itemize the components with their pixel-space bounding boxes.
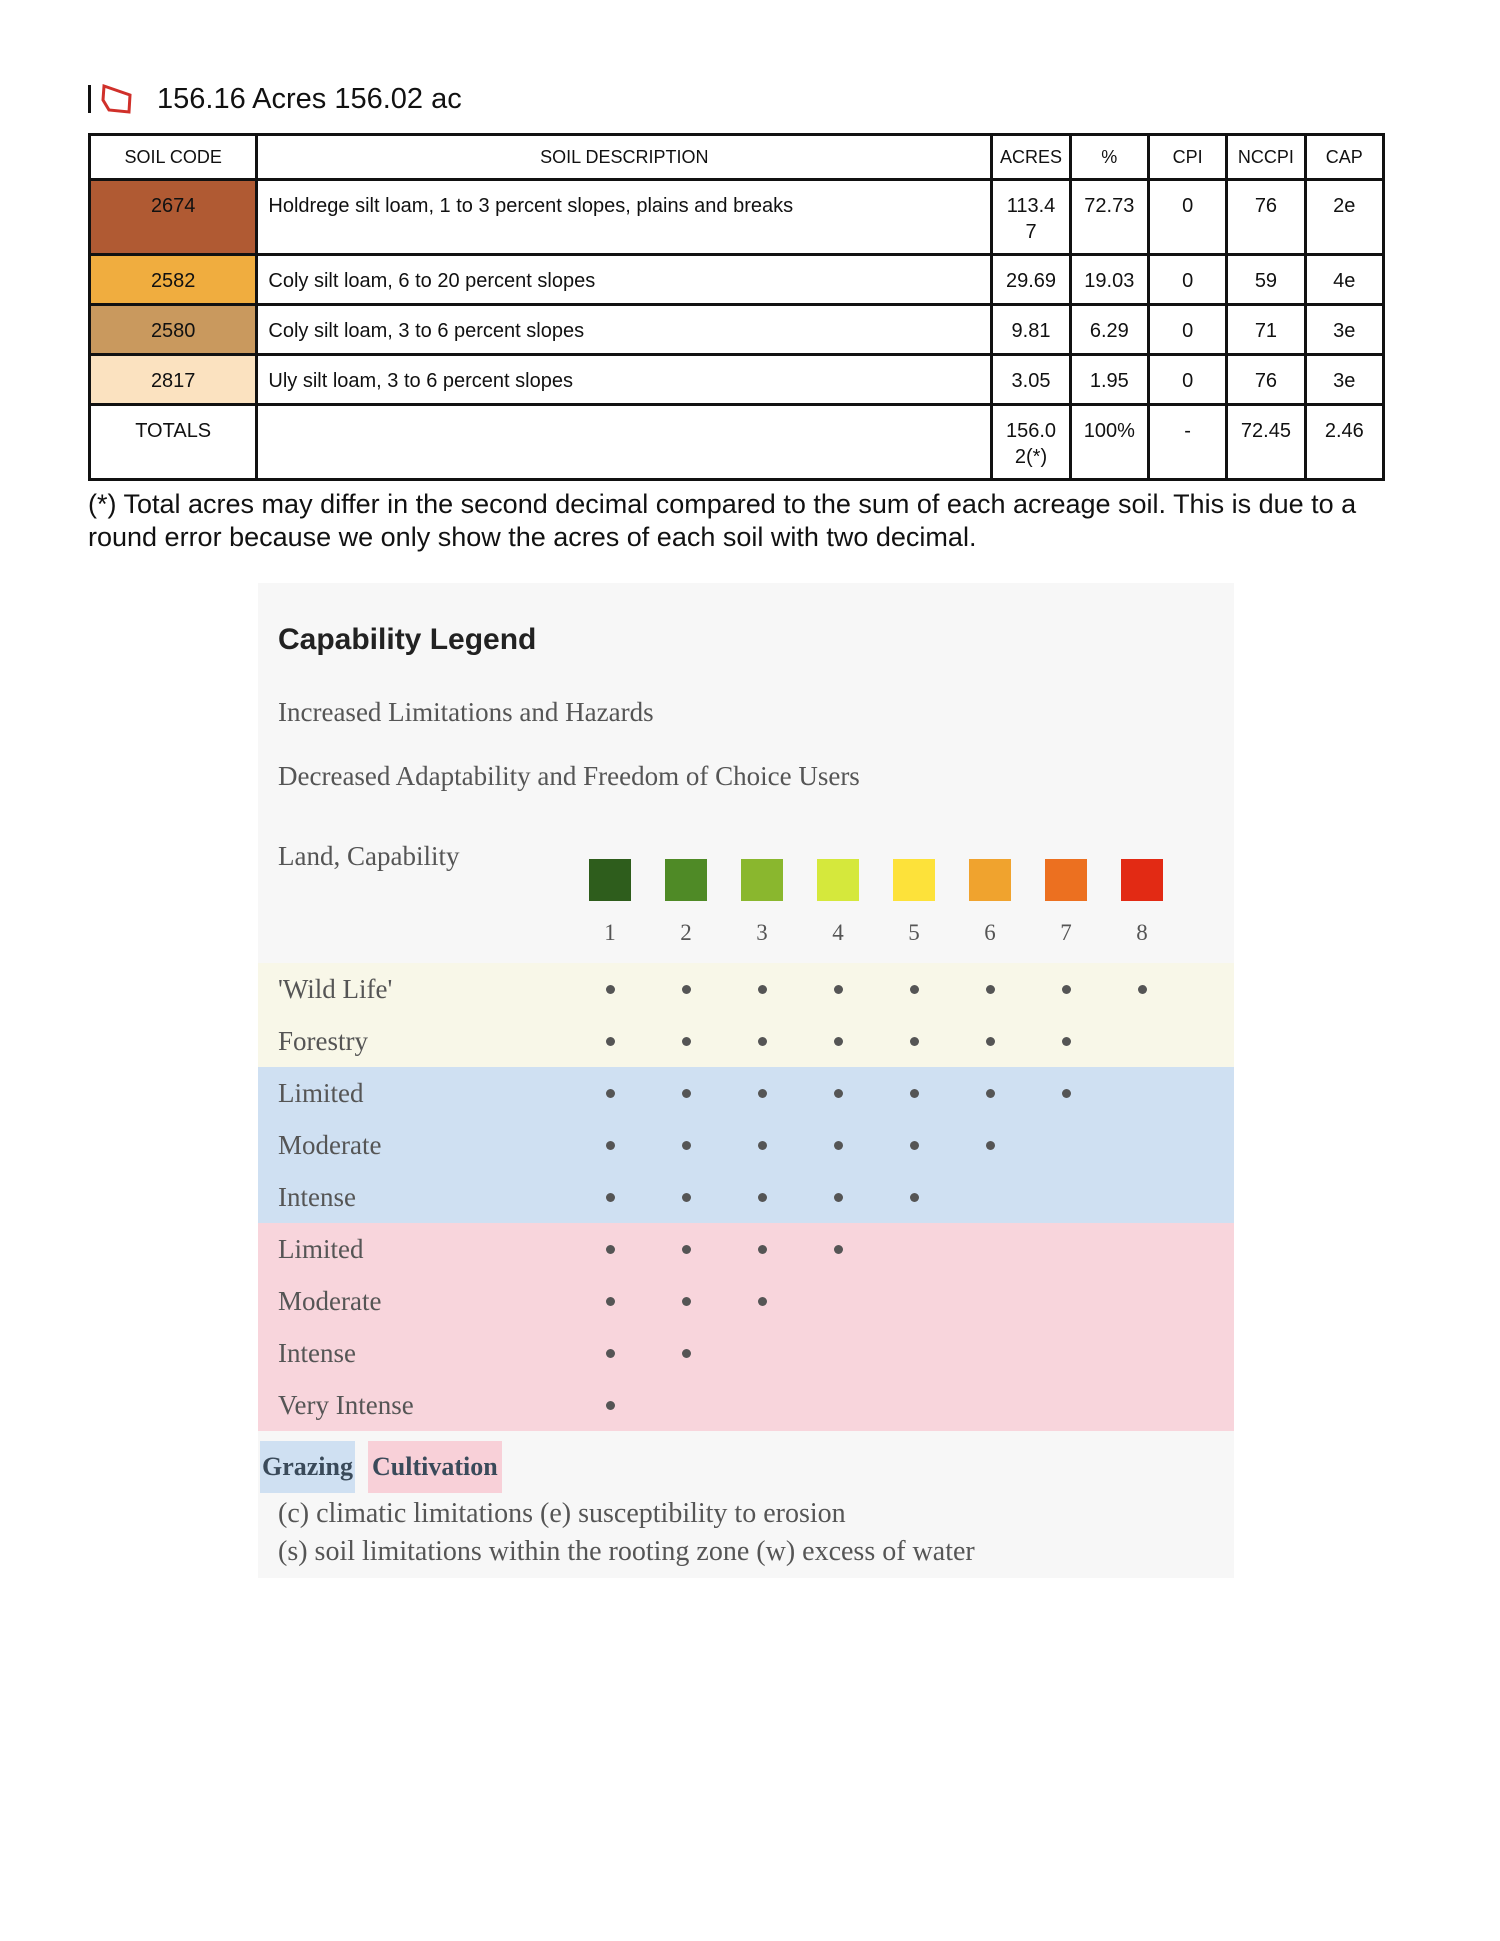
cpi-cell: -	[1148, 405, 1226, 480]
capability-dot	[682, 1297, 691, 1306]
cap-cell: 3e	[1305, 355, 1383, 405]
capability-dot	[758, 1297, 767, 1306]
table-row	[90, 180, 1384, 255]
cultivation-band	[258, 1223, 1234, 1275]
nccpi-cell: 76	[1227, 355, 1305, 405]
acres-cell: 29.69	[992, 255, 1070, 305]
col-header-acres: ACRES	[992, 135, 1070, 180]
percent-cell: 1.95	[1070, 355, 1148, 405]
capability-dot	[758, 1245, 767, 1254]
capability-dot	[1138, 985, 1147, 994]
soil-description-cell	[257, 405, 992, 480]
capability-dot	[986, 985, 995, 994]
capability-dot	[910, 985, 919, 994]
capability-dot	[606, 985, 615, 994]
capability-dot	[758, 1089, 767, 1098]
capability-dot	[606, 1401, 615, 1410]
acres-cell: 3.05	[992, 355, 1070, 405]
soil-description-cell: Holdrege silt loam, 1 to 3 percent slopes, plains and breaks	[257, 180, 992, 255]
capability-dot	[758, 1193, 767, 1202]
capability-dot	[606, 1245, 615, 1254]
soil-description-cell: Uly silt loam, 3 to 6 percent slopes	[257, 355, 992, 405]
capability-dot	[834, 1089, 843, 1098]
cap-cell: 3e	[1305, 305, 1383, 355]
table-row	[90, 305, 1384, 355]
wild-band	[258, 963, 1234, 1015]
acres-cell: 113.4 7	[992, 180, 1070, 255]
capability-dot	[834, 985, 843, 994]
table-row	[90, 255, 1384, 305]
capability-dot	[910, 1193, 919, 1202]
capability-dot	[1062, 1037, 1071, 1046]
class-6-swatch	[969, 859, 1011, 901]
acres-cell: 156.0 2(*)	[992, 405, 1070, 480]
class-3-number: 3	[756, 920, 768, 945]
legend-row-label: Intense	[278, 1338, 356, 1368]
cap-cell: 2e	[1305, 180, 1383, 255]
capability-dot	[1062, 985, 1071, 994]
capability-dot	[834, 1141, 843, 1150]
cpi-cell: 0	[1148, 255, 1226, 305]
soil-code-cell: 2674	[90, 180, 257, 255]
capability-dot	[682, 1141, 691, 1150]
capability-dot	[682, 1349, 691, 1358]
capability-dot	[1062, 1089, 1071, 1098]
col-header-soil-code: SOIL CODE	[90, 135, 257, 180]
class-4-number: 4	[832, 920, 844, 945]
col-header-percent: %	[1070, 135, 1148, 180]
legend-capability-label: Land, Capability	[278, 841, 460, 871]
legend-row-label: Limited	[278, 1078, 364, 1108]
col-header-nccpi: NCCPI	[1227, 135, 1305, 180]
cpi-cell: 0	[1148, 355, 1226, 405]
cap-cell: 2.46	[1305, 405, 1383, 480]
capability-dot	[910, 1141, 919, 1150]
totals-row	[90, 405, 1384, 480]
capability-dot	[986, 1037, 995, 1046]
cap-cell: 4e	[1305, 255, 1383, 305]
class-7-swatch	[1045, 859, 1087, 901]
grazing-key: Grazing	[260, 1441, 355, 1493]
table-header-row	[90, 135, 1384, 180]
capability-dot	[910, 1037, 919, 1046]
legend-row-label: 'Wild Life'	[278, 974, 393, 1004]
soil-code-cell: 2580	[90, 305, 257, 355]
cpi-cell: 0	[1148, 180, 1226, 255]
legend-row-label: Forestry	[278, 1026, 368, 1056]
capability-dot	[910, 1089, 919, 1098]
capability-dot	[758, 985, 767, 994]
parcel-header	[88, 78, 462, 120]
totals-label-cell: TOTALS	[90, 405, 257, 480]
soil-code-cell: 2582	[90, 255, 257, 305]
parcel-acres-title: 156.16 Acres 156.02 ac	[157, 82, 462, 115]
class-5-swatch	[893, 859, 935, 901]
capability-legend	[258, 583, 1234, 1578]
class-3-swatch	[741, 859, 783, 901]
col-header-soil-description: SOIL DESCRIPTION	[257, 135, 992, 180]
col-header-cap: CAP	[1305, 135, 1383, 180]
wild-band	[258, 1015, 1234, 1067]
legend-line-adaptability: Decreased Adaptability and Freedom of Choice Users	[278, 761, 860, 791]
capability-dot	[682, 1089, 691, 1098]
legend-title: Capability Legend	[278, 623, 537, 656]
class-1-swatch	[589, 859, 631, 901]
grazing-band	[258, 1067, 1234, 1119]
capability-dot	[758, 1037, 767, 1046]
capability-dot	[758, 1141, 767, 1150]
legend-line-limitations: Increased Limitations and Hazards	[278, 697, 654, 727]
soil-description-cell: Coly silt loam, 3 to 6 percent slopes	[257, 305, 992, 355]
class-2-number: 2	[680, 920, 692, 945]
capability-dot	[606, 1349, 615, 1358]
capability-dot	[682, 1037, 691, 1046]
class-6-number: 6	[984, 920, 996, 945]
capability-dot	[606, 1297, 615, 1306]
legend-footnote-s-w: (s) soil limitations within the rooting zone (w) excess of water	[278, 1536, 975, 1567]
legend-footnote-c-e: (c) climatic limitations (e) susceptibility to erosion	[278, 1498, 846, 1529]
class-8-number: 8	[1136, 920, 1148, 945]
legend-row-label: Intense	[278, 1182, 356, 1212]
parcel-outline-icon	[101, 82, 135, 116]
capability-dot	[834, 1037, 843, 1046]
capability-dot	[834, 1245, 843, 1254]
capability-dot	[986, 1089, 995, 1098]
legend-row-label: Moderate	[278, 1286, 382, 1316]
cultivation-band	[258, 1275, 1234, 1327]
class-5-number: 5	[908, 920, 920, 945]
capability-dot	[986, 1141, 995, 1150]
capability-dot	[834, 1193, 843, 1202]
legend-row-label: Very Intense	[278, 1390, 414, 1420]
capability-dot	[682, 985, 691, 994]
percent-cell: 6.29	[1070, 305, 1148, 355]
soil-table	[88, 133, 1385, 481]
nccpi-cell: 71	[1227, 305, 1305, 355]
nccpi-cell: 59	[1227, 255, 1305, 305]
capability-dot	[682, 1193, 691, 1202]
class-1-number: 1	[604, 920, 616, 945]
capability-dot	[682, 1245, 691, 1254]
capability-dot	[606, 1141, 615, 1150]
class-2-swatch	[665, 859, 707, 901]
capability-dot	[606, 1193, 615, 1202]
percent-cell: 72.73	[1070, 180, 1148, 255]
col-header-cpi: CPI	[1148, 135, 1226, 180]
nccpi-cell: 72.45	[1227, 405, 1305, 480]
capability-dot	[606, 1037, 615, 1046]
percent-cell: 19.03	[1070, 255, 1148, 305]
grazing-band	[258, 1171, 1234, 1223]
acres-cell: 9.81	[992, 305, 1070, 355]
class-8-swatch	[1121, 859, 1163, 901]
legend-row-label: Moderate	[278, 1130, 382, 1160]
percent-cell: 100%	[1070, 405, 1148, 480]
class-4-swatch	[817, 859, 859, 901]
cultivation-band	[258, 1327, 1234, 1379]
separator-bar	[88, 85, 91, 113]
nccpi-cell: 76	[1227, 180, 1305, 255]
table-row	[90, 355, 1384, 405]
soil-description-cell: Coly silt loam, 6 to 20 percent slopes	[257, 255, 992, 305]
legend-row-label: Limited	[278, 1234, 364, 1264]
rounding-footnote: (*) Total acres may differ in the second decimal compared to the sum of each acreage soil. This is due to a round error because we only show the acres of each soil with two decimal.	[88, 489, 1357, 552]
cultivation-key: Cultivation	[368, 1441, 502, 1493]
grazing-band	[258, 1119, 1234, 1171]
class-7-number: 7	[1060, 920, 1072, 945]
soil-code-cell: 2817	[90, 355, 257, 405]
cpi-cell: 0	[1148, 305, 1226, 355]
capability-dot	[606, 1089, 615, 1098]
